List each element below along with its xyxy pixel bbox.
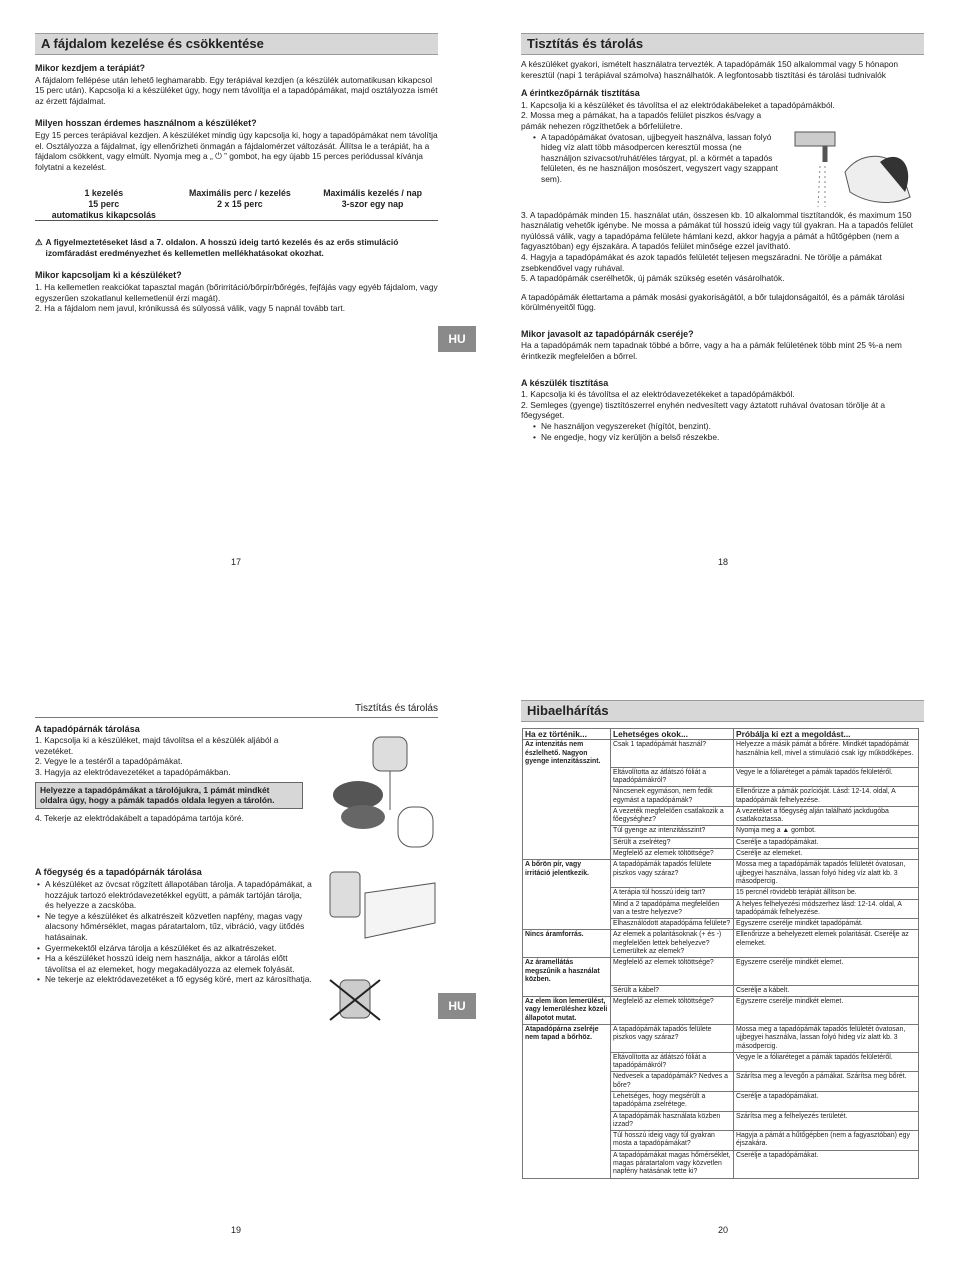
cause-cell: Csak 1 tapadópámát használ? (611, 740, 734, 767)
solution-cell: Mossa meg a tapadópámák tapadós felületét óvatosan, ujjbegyei használva, lassan folyó hideg víz alatt kb. 3 másodpercig. (734, 1024, 919, 1052)
solution-cell: Hagyja a pámát a hűtőgépben (nem a fagyasztóban) egy éjszakára. (734, 1131, 919, 1151)
cause-cell: Megfelelő az elemek töltöttsége? (611, 958, 734, 985)
symptom-cell (523, 1072, 611, 1092)
cause-cell: Eltávolította az átlátszó fóliát a tapadópámákról? (611, 1052, 734, 1072)
s1-title: A tapadópárnák tárolása (35, 723, 140, 734)
table-row (523, 806, 919, 826)
symptom-cell (523, 1052, 611, 1072)
symptom-cell (523, 899, 611, 919)
solution-cell: Egyszerre cserélje mindkét elemet. (734, 997, 919, 1025)
cause-cell: Túl gyenge az intenzitásszint? (611, 826, 734, 837)
s1-note: A tapadópámák élettartama a pámák mosási gyakoriságától, a bőr tulajdonságaitól, és a pámák tárolási körülményeitől függ. (521, 291, 905, 313)
cause-cell: A vezeték megfelelően csatlakozik a főegységhez? (611, 806, 734, 826)
symptom-cell (523, 826, 611, 837)
solution-cell: Cserélje a tapadópámákat. (734, 1091, 919, 1111)
table-row (523, 849, 919, 860)
s2-bullet: • A készüléket az övcsat rögzített állapotában tárolja. A tapadópámákat, a hozzájuk tartozó elektródavezetékkel együtt, a pámák tartóján tárolja, és helyezze a zacskóba. (45, 879, 313, 911)
table-row (523, 930, 919, 958)
cause-cell: Nedvesek a tapadópámák? Nedves a bőre? (611, 1072, 734, 1092)
page-18 (521, 33, 924, 442)
s1-item: 1. Kapcsolja ki a készüléket és távolítsa el az elektródakábeleket a tapadópámákból. (521, 99, 835, 110)
s1-item: 3. Hagyja az elektródavezetéket a tapadópámákban. (35, 766, 231, 777)
s3-item: 2. Semleges (gyenge) tisztítószerrel enyhén nedvesített vagy áztatott ruhával óvatosan törölje át a főegységet. (521, 399, 886, 421)
s1-item: 5. A tapadópámák cserélhetők, új pámák szükség esetén vásárolhatók. (521, 273, 785, 284)
page-17-heading: A fájdalom kezelése és csökkentése (35, 33, 438, 55)
s1-item: 2. Mossa meg a pámákat, ha a tapadós felület piszkos és/vagy a pámák nehezen rögzíthetőek a bőrfelületre. (521, 110, 762, 131)
table-row (523, 1091, 919, 1111)
table-row (523, 997, 919, 1025)
table-row (523, 826, 919, 837)
solution-cell: Ellenőrizze a pámák pozícióját. Lásd: 12-14. oldal, A tapadópámák felhelyezése. (734, 787, 919, 807)
cause-cell: Lehetséges, hogy megsérült a tapadópáma zselrétege. (611, 1091, 734, 1111)
q2-title: Milyen hosszan érdemes használnom a készüléket? (35, 118, 257, 129)
table-cell: 15 perc (88, 198, 120, 209)
page-18-heading: Tisztítás és tárolás (521, 33, 924, 55)
s3-item: 1. Kapcsolja ki és távolítsa el az elektródavezetékeket a tapadópámákból. (521, 389, 795, 400)
cause-cell: Az elemek a polaritásoknak (+ és -) megfelelően lettek behelyezve? Lemerültek az elemek? (611, 930, 734, 958)
q3-title: Mikor kapcsoljam ki a készüléket? (35, 270, 182, 281)
q1-text: A fájdalom fellépése után lehető leghamarabb. Egy terápiával kezdjen (a készülék automatikusan kikapcsol 15 perc után). Kapcsolja ki a készüléket úgy, hogy nem távolítja el a tapadópámákat, majd osztályozza ismét az érzett fájdalmat. (35, 74, 438, 106)
solution-cell: Vegye le a fóliaréteget a pámák tapadós felületéről. (734, 1052, 919, 1072)
symptom-cell (523, 849, 611, 860)
table-row (523, 899, 919, 919)
lang-tag-hu: HU (438, 326, 476, 352)
s2-text: Ha a tapadópámák nem tapadnak többé a bőrre, vagy a ha a pámák felületének több mint 25 %-a nem érintkezik megfelelően a bőrrel. (521, 340, 902, 362)
cause-cell: Eltávolította az átlátszó fóliát a tapadópámákról? (611, 767, 734, 787)
s2-title: A főegység és a tapadópárnák tárolása (35, 867, 202, 878)
symptom-cell (523, 985, 611, 996)
table-row (523, 985, 919, 996)
cause-cell: Megfelelő az elemek töltöttsége? (611, 997, 734, 1025)
pouch-illustration (325, 868, 440, 943)
cause-cell: A tapadópámákat magas hőmérséklet, magas páratartalom vagy közvetlen napfény hatásának tette ki? (611, 1150, 734, 1178)
table-cell: 1 kezelés (84, 188, 124, 199)
lang-tag-hu: HU (438, 993, 476, 1019)
table-cell: 3-szor egy nap (341, 198, 404, 209)
page-number-20: 20 (718, 1225, 729, 1235)
s1-title: A érintkezőpárnák tisztítása (521, 88, 640, 99)
q1-title: Mikor kezdjem a terápiát? (35, 63, 146, 73)
cause-cell: Megfelelő az elemek töltöttsége? (611, 849, 734, 860)
pad-holder-illustration (318, 735, 438, 860)
q3-item: 2. Ha a fájdalom nem javul, krónikussá és súlyossá válik, vagy 5 napnál tovább tart. (35, 303, 346, 314)
solution-cell: Cserélje a kábelt. (734, 985, 919, 996)
page-20-heading-wrap (521, 700, 924, 722)
solution-cell: Egyszerre cserélje mindkét elemet. (734, 958, 919, 985)
table-row (523, 767, 919, 787)
solution-cell: Cserélje az elemeket. (734, 849, 919, 860)
solution-cell: A vezetéket a főegység alján található jackdugóba csatlakoztassa. (734, 806, 919, 826)
table-row (523, 1150, 919, 1178)
table-row (523, 888, 919, 899)
symptom-cell: Atapadópárna zselréje nem tapad a bőrhöz. (523, 1024, 611, 1052)
cause-cell: Túl hosszú ideig vagy túl gyakran mosta a tapadópámákat? (611, 1131, 734, 1151)
s1-bullet: • A tapadópámákat óvatosan, ujjbegyeit használva, lassan folyó hideg víz alatt több másodpercen keresztül mossa (ne használjon szivacsot/ruhát/éles tárgyat, pl. a körmét a tapadós felületen, és ne használjon mosószert, vegyszert vagy szappant sem). (541, 132, 781, 185)
table-row (523, 1111, 919, 1131)
symptom-cell: Nincs áramforrás. (523, 930, 611, 958)
warning-icon: ⚠ (35, 237, 43, 248)
solution-cell: Cserélje a tapadópámákat. (734, 1150, 919, 1178)
q3-item: 1. Ha kellemetlen reakciókat tapasztal magán (bőrirritáció/bőrpír/bőrégés, fejfájás vagy egyéb fájdalom, vagy egyszerűen szokatlanul kellemetlenül érzi magát). (35, 281, 438, 303)
table-cell: 2 x 15 perc (217, 198, 263, 209)
table-row (523, 1131, 919, 1151)
symptom-cell: Az intenzitás nem észlelhető. Nagyon gyenge intenzitásszint. (523, 740, 611, 767)
cause-cell: A tapadópámák tapadós felülete piszkos vagy száraz? (611, 1024, 734, 1052)
solution-cell: Nyomja meg a ▲ gombot. (734, 826, 919, 837)
s2-bullet: • Gyermekektől elzárva tárolja a készüléket és az alkatrészeket. (45, 943, 313, 954)
no-wrap-cable-icon (325, 975, 385, 1025)
column-header: Lehetséges okok... (611, 729, 734, 740)
cause-cell: A terápia túl hosszú ideig tart? (611, 888, 734, 899)
table-row (523, 860, 919, 888)
solution-cell: Egyszerre cserélje mindkét tapadópámát. (734, 919, 919, 930)
warning-text: A figyelmeztetéseket lásd a 7. oldalon. A hosszú ideig tartó kezelés és az erős stimuláció izomfáradást eredményezhet és kellemetlen mellékhatásokat okozhat. (45, 237, 399, 258)
cause-cell: Sérült a kábel? (611, 985, 734, 996)
symptom-cell (523, 888, 611, 899)
symptom-cell (523, 806, 611, 826)
table-cell: Maximális perc / kezelés (189, 188, 291, 199)
s3-title: A készülék tisztítása (521, 377, 609, 388)
symptom-cell: Az áramellátás megszűnik a használat közben. (523, 958, 611, 985)
table-row (523, 1072, 919, 1092)
s1-item: 1. Kapcsolja ki a készüléket, majd távolítsa el a készülék aljából a vezetéket. (35, 735, 279, 756)
symptom-cell (523, 919, 611, 930)
intro-text: A készüléket gyakori, ismételt használatra tervezték. A tapadópámák 150 alkalommal vagy 5 hónapon keresztül (napi 1 terápiával számolva) használhatók. A legfontosabb tisztítási és tárolási tudnivalók (521, 59, 899, 80)
s3-bullet: • Ne engedje, hogy víz kerüljön a belső részekbe. (541, 432, 924, 443)
s2-bullet: • Ne tegye a készüléket és alkatrészeit közvetlen napfény, magas vagy alacsony hőmérséklet, magas páratartalom, tűz, vibráció, vagy ütődés hatásainak. (45, 911, 313, 943)
storage-notice-box: Helyezze a tapadópámákat a tárolójukra, 1 pámát mindkét oldalra úgy, hogy a pámák tapadós oldala legyen a tárolón. (35, 782, 303, 809)
therapy-table (35, 188, 438, 221)
solution-cell: Szárítsa meg a levegőn a pámákat. Szárítsa meg bőrét. (734, 1072, 919, 1092)
solution-cell: Helyezze a másik pámát a bőrére. Mindkét tapadópámát használnia kell, mivel a stimuláció csak így működőképes. (734, 740, 919, 767)
cause-cell: A tapadópámák tapadós felülete piszkos vagy száraz? (611, 860, 734, 888)
s2-title: Mikor javasolt az tapadópárnák cseréje? (521, 328, 694, 339)
symptom-cell (523, 1091, 611, 1111)
symptom-cell (523, 1131, 611, 1151)
table-row (523, 837, 919, 848)
page-17 (35, 33, 438, 314)
table-row (523, 787, 919, 807)
warning-block (35, 237, 438, 258)
solution-cell: Szárítsa meg a felhelyezés területét. (734, 1111, 919, 1131)
symptom-cell (523, 1150, 611, 1178)
solution-cell: Ellenőrizze a behelyezett elemek polaritását. Cserélje az elemeket. (734, 930, 919, 958)
s3-bullet: • Ne használjon vegyszereket (hígítót, benzint). (541, 421, 924, 432)
symptom-cell: Az elem ikon lemerülést, vagy lemerüléshez közeli állapotot mutat. (523, 997, 611, 1025)
washing-pads-illustration (790, 122, 925, 212)
page-number-19: 19 (231, 1225, 242, 1235)
cause-cell: Elhasználódott atapadópáma felülete? (611, 919, 734, 930)
page-number-18: 18 (718, 557, 729, 567)
table-row (523, 1024, 919, 1052)
table-cell: Maximális kezelés / nap (323, 188, 422, 199)
solution-cell: A helyes felhelyezési módszerhez lásd: 12-14. oldal, A tapadópámák felhelyezése. (734, 899, 919, 919)
table-row (523, 919, 919, 930)
s1-item: 3. A tapadópámák minden 15. használat után, összesen kb. 10 alkalommal tisztítandók, és maximum 150 használatig vehetők igénybe. Ne mossa a pámákat túl hosszú ideig vagy túl gyakran. Ha a tapadós felület nyúlóssá válik, vagy a tapadópáma felülete hámlani kezd, akkor hagyja a pámát a hűtőgépben (nem a fagyasztóban) egy éjszakára. A tapadós felület minősége ezzel javítható. (521, 209, 913, 252)
solution-cell: Cserélje a tapadópámákat. (734, 837, 919, 848)
s2-bullet: • Ha a készüléket hosszú ideig nem használja, akkor a tárolás előtt távolítsa el az elemeket, hogy megakadályozza az elemek folyását. (45, 953, 313, 974)
page-number-17: 17 (231, 557, 242, 567)
cause-cell: Nincsenek egymáson, nem fedik egymást a tapadópámák? (611, 787, 734, 807)
page-20-heading: Hibaelhárítás (521, 700, 924, 722)
column-header: Próbálja ki ezt a megoldást... (734, 729, 919, 740)
running-header: Tisztítás és tárolás (35, 704, 438, 718)
s1-item: 2. Vegye le a testéről a tapadópámákat. (35, 756, 183, 767)
solution-cell: 15 percnél rövidebb terápiát állítson be. (734, 888, 919, 899)
solution-cell: Vegye le a fóliaréteget a pámák tapadós felületéről. (734, 767, 919, 787)
symptom-cell (523, 837, 611, 848)
cause-cell: Mind a 2 tapadópáma megfelelően van a testre helyezve? (611, 899, 734, 919)
s1-item: 4. Hagyja a tapadópámákat és azok tapadós felületét teljesen megszáradni. Ne törölje a pámákat zsebkendővel vagy ruhával. (521, 251, 882, 273)
symptom-cell: A bőrön pír, vagy irritáció jelentkezik. (523, 860, 611, 888)
symptom-cell (523, 787, 611, 807)
solution-cell: Mossa meg a tapadópámák tapadós felületét óvatosan, ujjbegyei használva, lassan folyó hideg víz alatt kb. 3 másodpercig. (734, 860, 919, 888)
table-row (523, 958, 919, 985)
table-row (523, 740, 919, 767)
cause-cell: A tapadópámák használata közben izzad? (611, 1111, 734, 1131)
symptom-cell (523, 1111, 611, 1131)
q2-text: Egy 15 perces terápiával kezdjen. A készüléket mindig úgy kapcsolja ki, hogy a tapadópámákat nem távolítja el. Osztályozza a fájdalmat, így ellenőrizheti önmagán a fájdalomérzet változását. Állítsa le a terápiát, ha a fájdalom csökkent, vagy elmúlt. Nyomja meg a „ ⏻ ” gombot, ha egy újabb 15 perces periódussal kívánja folytatni a kezelést. (35, 129, 438, 172)
cause-cell: Sérült a zselréteg? (611, 837, 734, 848)
table-row (523, 1052, 919, 1072)
column-header: Ha ez történik... (523, 729, 611, 740)
symptom-cell (523, 767, 611, 787)
troubleshooting-table (522, 728, 919, 1179)
table-cell: automatikus kikapcsolás (51, 209, 156, 220)
s2-bullet: • Ne tekerje az elektródavezetéket a fő egység köré, mert az károsíthatja. (45, 974, 313, 985)
s1-item: 4. Tekerje az elektródakábelt a tapadópáma tartója köré. (35, 812, 244, 823)
